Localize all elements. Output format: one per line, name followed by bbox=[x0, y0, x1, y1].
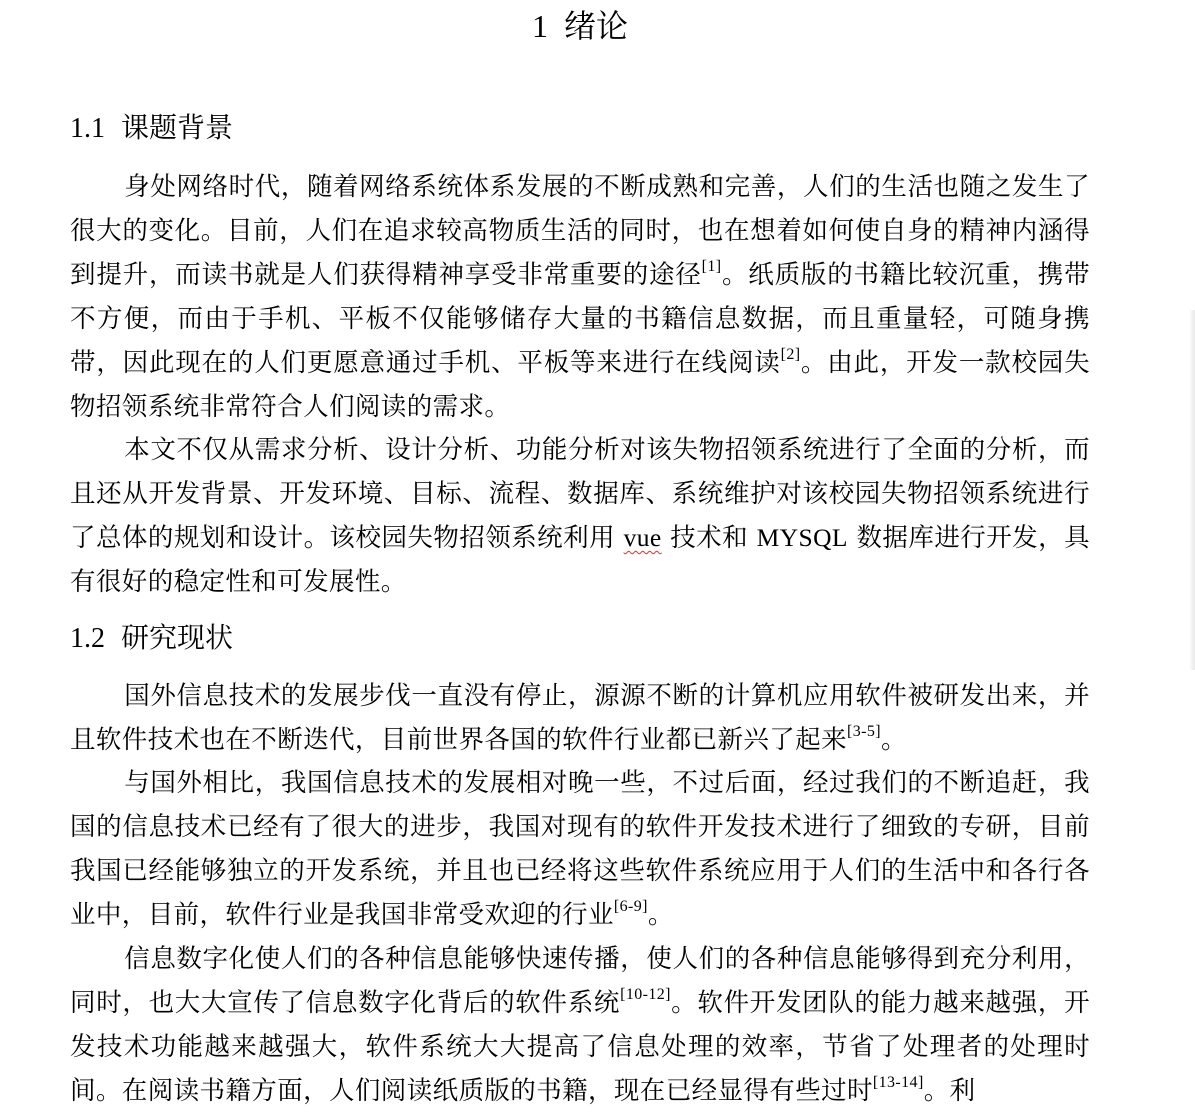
text-run: 。 bbox=[881, 725, 907, 755]
spellcheck-word[interactable]: vue bbox=[623, 523, 662, 552]
text-run: 国外信息技术的发展步伐一直没有停止，源源不断的计算机应用软件被研发出来，并且软件技术也在不断迭代，目前世界各国的软件行业都已新兴了起来 bbox=[70, 681, 1090, 755]
chapter-number: 1 bbox=[531, 8, 548, 44]
text-run: 信息数字化使人们的各种信息能够快速传播，使人们的各种信息能够得到充分利用，同时，也大大宣传了信息数字化背后的软件系统 bbox=[70, 944, 1090, 1018]
chapter-title-text: 绪论 bbox=[563, 7, 628, 45]
text-run: 与国外相比，我国信息技术的发展相对晚一些，不过后面，经过我们的不断追赶，我国的信息技术已经有了很大的进步，我国对现有的软件开发技术进行了细致的专研，目前我国已经能够独立的开发系统，并且也已经将这些软件系统应用于人们的生活中和各行各业中，目前，软件行业是我国非常受欢迎的行业 bbox=[70, 768, 1090, 930]
citation: [1] bbox=[701, 258, 722, 275]
text-run: MYSQL bbox=[756, 523, 848, 552]
chapter-title bbox=[0, 2, 1160, 50]
paragraph-status-1 bbox=[70, 674, 1090, 762]
text-run: 。软件开发团队的能力越来越强，开发技术功能越来越强大，软件系统大大提高了信息处理的效率，节省了处理者的处理时间。在阅读书籍方面，人们阅读纸质版的书籍，现在已经显得有些过时 bbox=[70, 988, 1091, 1106]
text-run: 。纸质版的书籍比较沉重，携带不方便，而由于手机、平板不仅能够储存大量的书籍信息数据，而且重量轻，可随身携带，因此现在的人们更愿意通过手机、平板等来进行在线阅读 bbox=[70, 260, 1090, 378]
paragraph-background-1 bbox=[70, 165, 1090, 429]
citation: [3-5] bbox=[847, 723, 881, 740]
section-heading-status bbox=[70, 618, 233, 659]
section-number: 1.1 bbox=[70, 113, 105, 144]
text-run: 技术和 bbox=[661, 523, 757, 553]
section-number: 1.2 bbox=[70, 623, 105, 654]
text-run: 。利 bbox=[923, 1076, 976, 1106]
section-title-text: 研究现状 bbox=[121, 621, 234, 654]
page-edge-shadow bbox=[1190, 310, 1195, 670]
paragraph-status-3 bbox=[70, 937, 1090, 1113]
text-run: 身处网络时代，随着网络系统体系发展的不断成熟和完善，人们的生活也随之发生了很大的变化。目前，人们在追求较高物质生活的同时，也在想着如何使自身的精神内涵得到提升，而读书就是人们获得精神享受非常重要的途径 bbox=[70, 172, 1090, 290]
citation: [2] bbox=[780, 346, 801, 363]
citation: [10-12] bbox=[620, 986, 671, 1003]
paragraph-background-2 bbox=[70, 428, 1090, 604]
citation: [13-14] bbox=[872, 1074, 924, 1091]
text-run: 。 bbox=[647, 900, 674, 930]
text-run: 本文不仅从需求分析、设计分析、功能分析对该失物招领系统进行了全面的分析，而且还从开发背景、开发环境、目标、流程、数据库、系统维护对该校园失物招领系统进行了总体的规划和设计。该校园失物招领系统利用 bbox=[70, 435, 1090, 553]
section-heading-background bbox=[70, 108, 233, 149]
citation: [6-9] bbox=[613, 898, 648, 915]
paragraph-status-2 bbox=[70, 761, 1090, 937]
text-run: 。由此，开发一款校园失物招领系统非常符合人们阅读的需求。 bbox=[70, 348, 1090, 422]
text-run: 数据库进行开发，具有很好的稳定性和可发展性。 bbox=[70, 523, 1090, 597]
section-title-text: 课题背景 bbox=[121, 111, 234, 144]
